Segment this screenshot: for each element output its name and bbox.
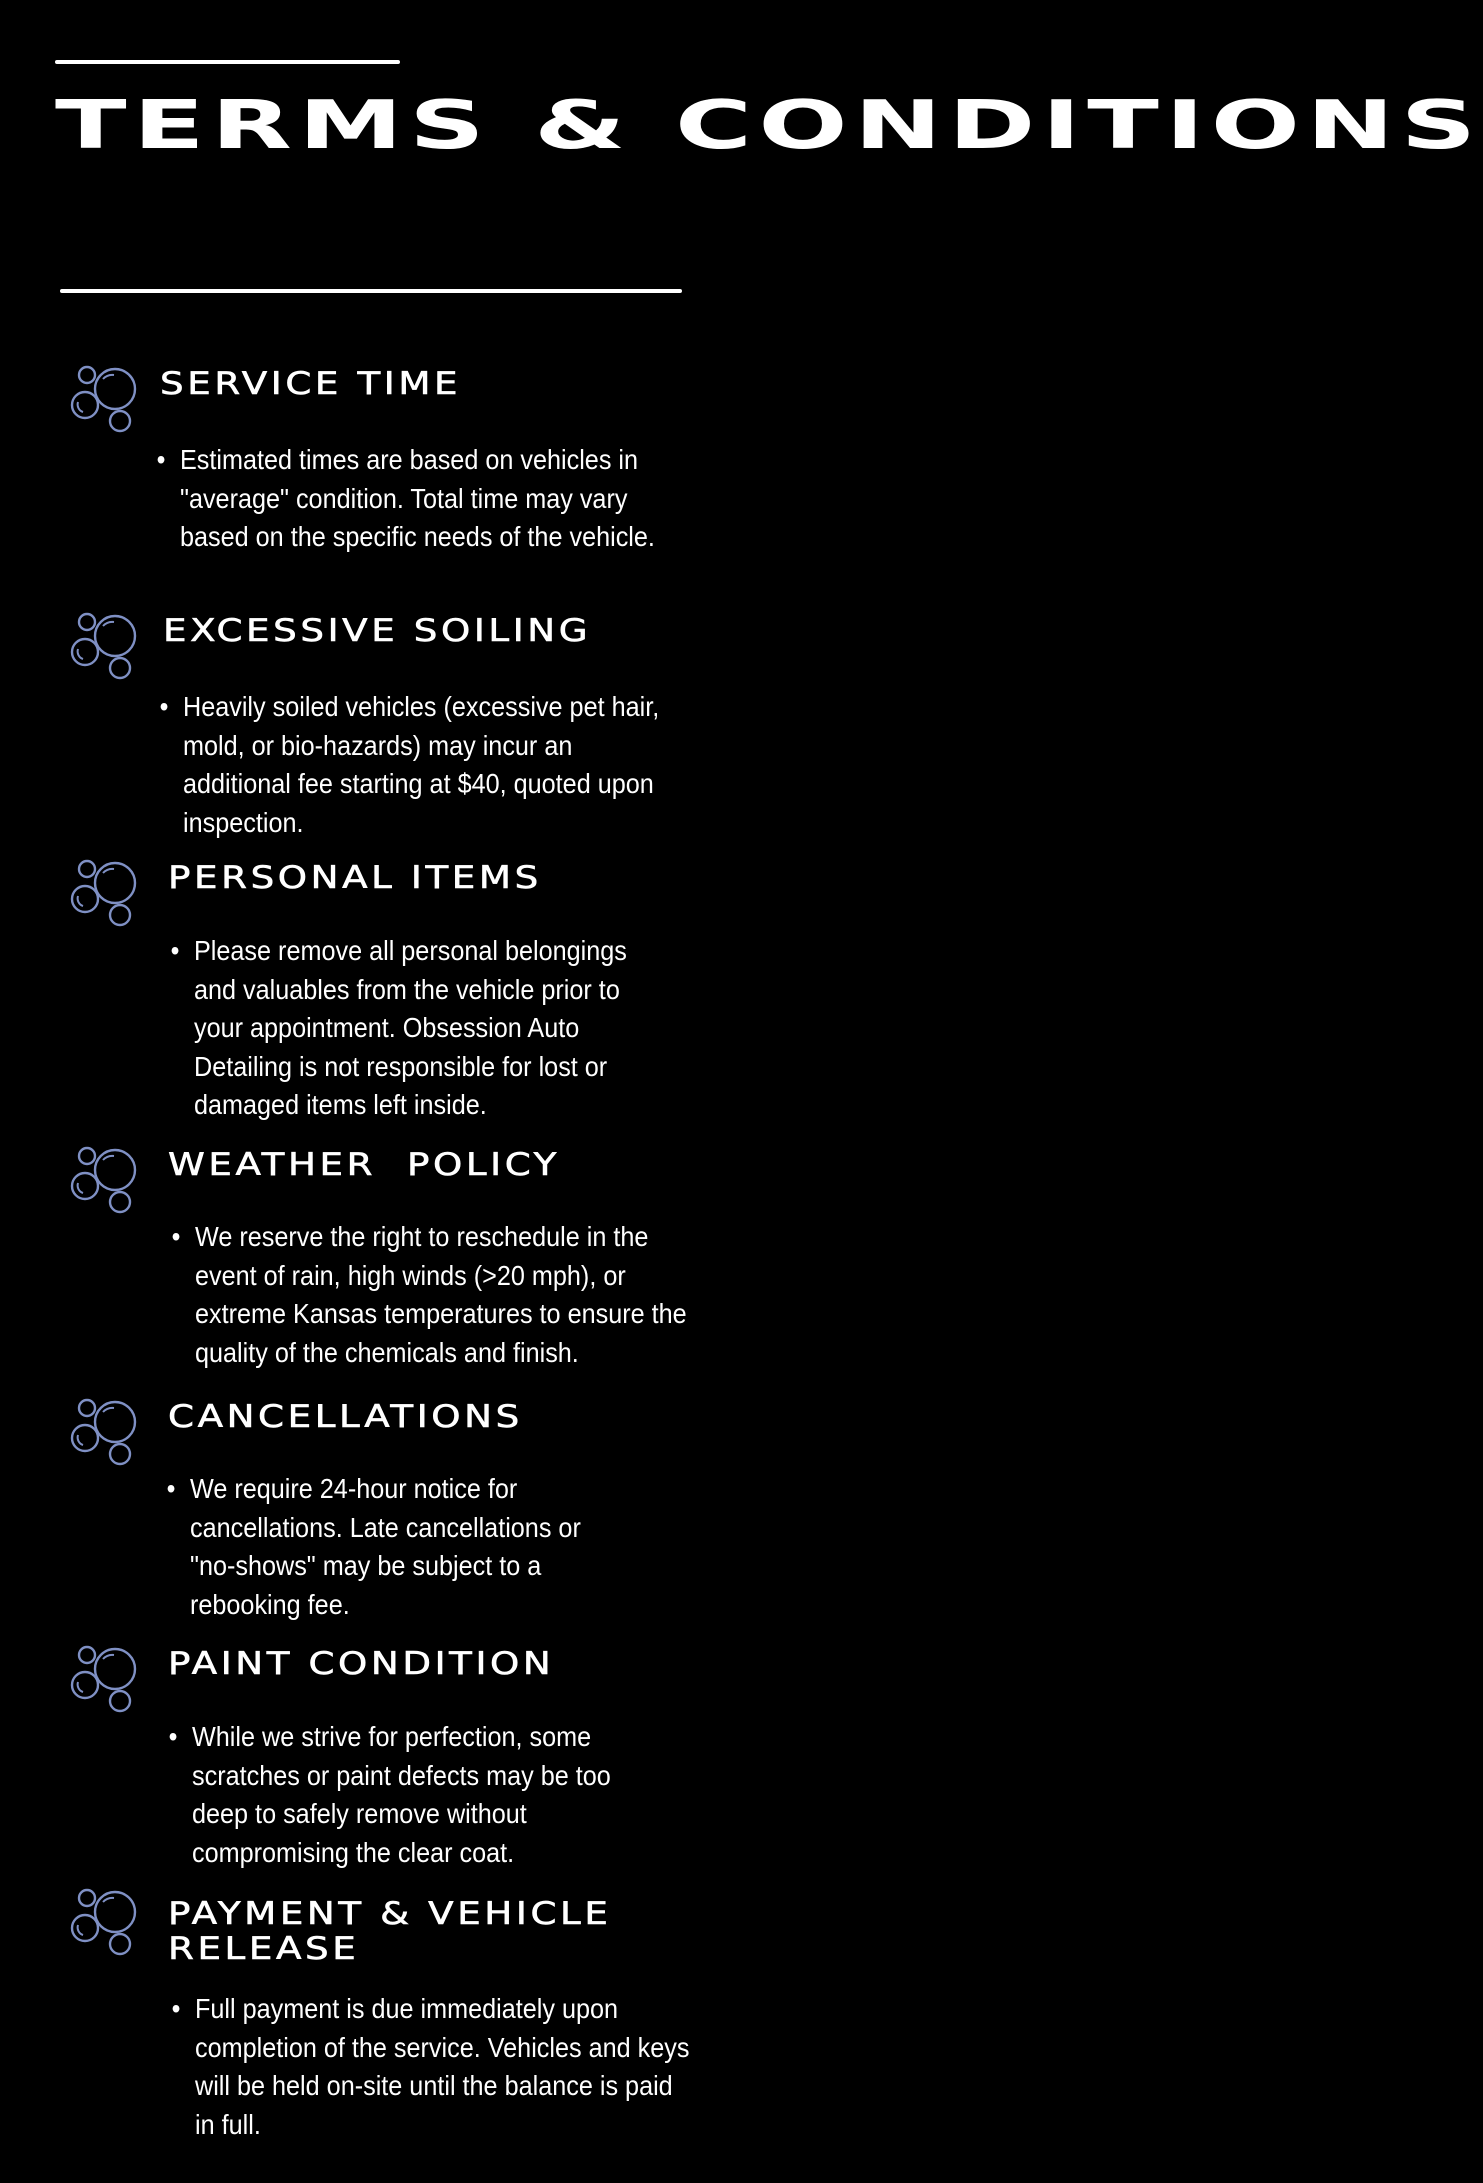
section-bullet: • We require 24-hour notice for cancellations. Late cancellations or "no-shows" may be subject to a rebooking fee. (166, 1473, 581, 1620)
bullet-text: We require 24-hour notice for cancellations. Late cancellations or "no-shows" may be subject to a rebooking fee. (190, 1473, 581, 1620)
bullet-text: While we strive for perfection, some scratches or paint defects may be too deep to safely remove without compromising the clear coat. (192, 1721, 611, 1868)
title-divider (60, 289, 682, 293)
bullet-text: Heavily soiled vehicles (excessive pet hair, mold, or bio-hazards) may incur an additional fee starting at $40, quoted upon inspection. (183, 691, 660, 838)
bubbles-icon (70, 1642, 142, 1714)
section-heading: PAINT CONDITION (168, 1646, 555, 1682)
section-heading: WEATHER POLICY (168, 1147, 561, 1183)
bubbles-icon (70, 1395, 142, 1467)
bullet-text: Full payment is due immediately upon completion of the service. Vehicles and keys will be held on-site until the balance is paid in full. (195, 1993, 690, 2140)
section-bullet: • Estimated times are based on vehicles in "average" condition. Total time may vary based on the specific needs of the vehicle. (156, 444, 655, 552)
bubbles-icon (70, 856, 142, 928)
bullet-text: Estimated times are based on vehicles in "average" condition. Total time may vary based on the specific needs of the vehicle. (180, 444, 655, 552)
section-bullet: • While we strive for perfection, some scratches or paint defects may be too deep to safely remove without compromising the clear coat. (168, 1721, 611, 1868)
bubbles-icon (70, 362, 142, 434)
section-heading: CANCELLATIONS (168, 1399, 523, 1435)
bubbles-icon (70, 1885, 142, 1957)
bullet-text: Please remove all personal belongings and valuables from the vehicle prior to your appointment. Obsession Auto Detailing is not responsible for lost or damaged items left inside. (194, 935, 627, 1120)
page-title: TERMS & CONDITIONS (55, 86, 1483, 165)
bubbles-icon (70, 609, 142, 681)
section-heading: EXCESSIVE SOILING (163, 613, 592, 649)
top-divider (55, 60, 400, 64)
section-bullet: • Heavily soiled vehicles (excessive pet hair, mold, or bio-hazards) may incur an additional fee starting at $40, quoted upon inspection. (159, 691, 660, 838)
bubbles-icon (70, 1143, 142, 1215)
section-heading: PAYMENT & VEHICLE RELEASE (168, 1896, 612, 1967)
section-heading: PERSONAL ITEMS (168, 860, 542, 896)
section-bullet: • Full payment is due immediately upon completion of the service. Vehicles and keys will be held on-site until the balance is paid in full. (171, 1993, 690, 2140)
section-heading: SERVICE TIME (160, 366, 462, 402)
bullet-text: We reserve the right to reschedule in the event of rain, high winds (>20 mph), or extreme Kansas temperatures to ensure the quality of the chemicals and finish. (195, 1221, 687, 1368)
section-bullet: • We reserve the right to reschedule in the event of rain, high winds (>20 mph), or extreme Kansas temperatures to ensure the quality of the chemicals and finish. (171, 1221, 687, 1368)
section-bullet: • Please remove all personal belongings and valuables from the vehicle prior to your appointment. Obsession Auto Detailing is not responsible for lost or damaged items left inside. (170, 935, 627, 1120)
